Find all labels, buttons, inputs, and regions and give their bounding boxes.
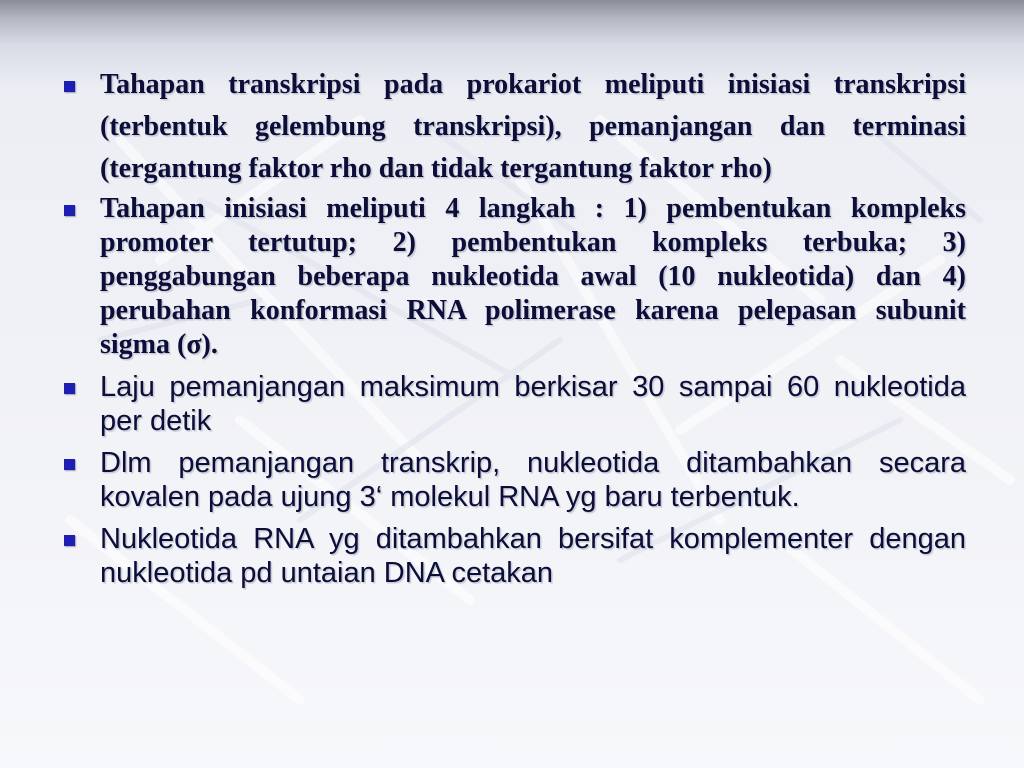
bullet-text: Nukleotida RNA yg ditambahkan bersifat komplementer dengan nukleotida pd untaian DNA cetakan <box>100 523 966 589</box>
bullet-text: Tahapan inisiasi meliputi 4 langkah : 1) pembentukan kompleks promoter tertutup; 2) pembentukan kompleks terbuka; 3) penggabungan beberapa nukleotida awal (10 nukleotida) dan 4) perubahan konformasi RNA polimerase karena pelepasan subunit sigma (σ). <box>100 193 966 360</box>
square-bullet-icon <box>64 383 75 394</box>
bullet-text: Dlm pemanjangan transkrip, nukleotida ditambahkan secara kovalen pada ujung 3‘ molekul RNA yg baru terbentuk. <box>100 447 966 513</box>
bullet-text: Tahapan transkripsi pada prokariot meliputi inisiasi transkripsi (terbentuk gelembung transkripsi), pemanjangan dan terminasi (tergantung faktor rho dan tidak tergantung faktor rho) <box>100 69 966 184</box>
bullet-item-4 <box>62 446 966 514</box>
square-bullet-icon <box>64 81 75 92</box>
bullet-text: Laju pemanjangan maksimum berkisar 30 sampai 60 nukleotida per detik <box>100 371 966 437</box>
bullet-item-1 <box>62 64 966 190</box>
square-bullet-icon <box>64 459 75 470</box>
bullet-item-5 <box>62 522 966 590</box>
bullet-item-2 <box>62 192 966 362</box>
square-bullet-icon <box>64 205 75 216</box>
square-bullet-icon <box>64 535 75 546</box>
bullet-list <box>62 64 966 590</box>
bullet-item-3 <box>62 370 966 438</box>
